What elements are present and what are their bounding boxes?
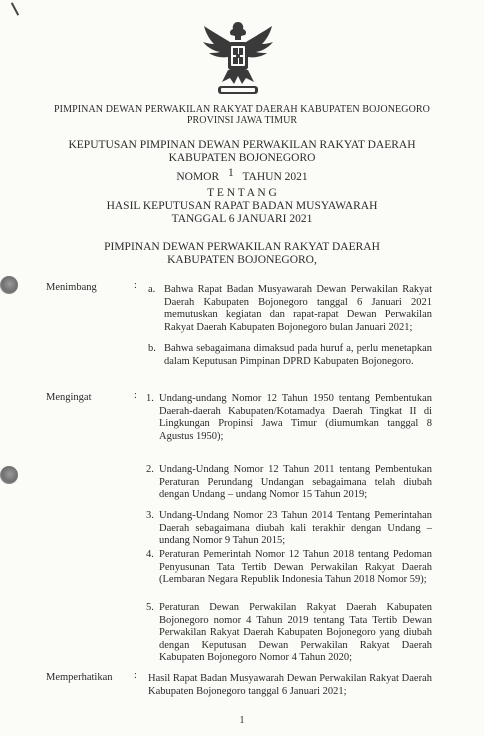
header-line-2: PROVINSI JAWA TIMUR [186, 115, 298, 126]
punch-hole-bottom [0, 466, 18, 484]
item-marker: 1. [146, 393, 154, 404]
nomor-value: 1 [228, 167, 234, 179]
item-text: Peraturan Dewan Perwakilan Rakyat Daerah Kabupaten Bojonegoro nomor 4 Tahun 2019 tentang Tata Tertib Dewan Perwakilan Rakyat Daerah Kabupaten Bojonegoro yang diubah dengan Keputusan Dewan Perwakilan Rakyat Daerah Kabupaten Bojonegoro Nomor 4 Tahun 2020; [159, 602, 432, 664]
item-text: Peraturan Pemerintah Nomor 12 Tahun 2018 tentang Pedoman Penyusunan Tata Tertib Dewan Perwakilan Rakyat Daerah (Lembaran Negara Republik Indonesia Tahun 2018 Nomor 59); [159, 549, 432, 586]
tentang-label: T E N T A N G [207, 187, 277, 199]
item-text: Bahwa sebagaimana dimaksud pada huruf a, perlu menetapkan dalam Keputusan Pimpinan DPRD Kabupaten Bojonegoro. [164, 343, 432, 367]
item-text: Bahwa Rapat Badan Musyawarah Dewan Perwakilan Rakyat Daerah Kabupaten Bojonegoro tanggal 6 Januari 2021 memutuskan kegiatan dan rapat-rapat Dewan Perwakilan Rakyat Daerah Kabupaten Bojonegoro bulan Januari 2021; [164, 284, 432, 333]
tahun-label: TAHUN 2021 [242, 171, 308, 183]
mengingat-colon: : [134, 390, 137, 401]
item-marker: 4. [146, 549, 154, 560]
nomor-label: NOMOR [176, 171, 220, 183]
mengingat-item-2 [146, 464, 432, 516]
menimbang-label: Menimbang [46, 282, 97, 293]
mengingat-item-4 [146, 549, 432, 601]
mengingat-item-3 [146, 510, 432, 550]
item-marker: 5. [146, 602, 154, 613]
mengingat-label: Mengingat [46, 392, 92, 403]
title-line-2: KABUPATEN BOJONEGORO [168, 152, 316, 164]
nomor-line [0, 167, 484, 184]
mengingat-item-5 [146, 602, 432, 664]
memperhatikan-text: Hasil Rapat Badan Musyawarah Dewan Perwakilan Rakyat Daerah Kabupaten Bojonegoro tanggal 6 Januari 2021; [148, 673, 432, 697]
pen-mark [11, 2, 19, 15]
subject-line-1: HASIL KEPUTUSAN RAPAT BADAN MUSYAWARAH [106, 200, 378, 212]
punch-hole-top [0, 276, 18, 294]
menimbang-colon: : [134, 280, 137, 291]
item-marker: 3. [146, 510, 154, 521]
title-line-1: KEPUTUSAN PIMPINAN DEWAN PERWAKILAN RAKYAT DAERAH [68, 139, 416, 151]
memperhatikan-colon: : [134, 670, 137, 681]
menimbang-item-a [148, 284, 432, 348]
item-marker: b. [148, 343, 156, 354]
memperhatikan-label: Memperhatikan [46, 672, 113, 683]
item-text: Undang-Undang Nomor 23 Tahun 2014 Tentang Pemerintahan Daerah sebagaimana diubah kali terakhir dengan Undang – undang Nomor 9 Tahun 2015; [159, 510, 432, 547]
item-marker: a. [148, 284, 156, 295]
item-marker: 2. [146, 464, 154, 475]
mengingat-item-1 [146, 393, 432, 445]
issuer-line-1: PIMPINAN DEWAN PERWAKILAN RAKYAT DAERAH [104, 241, 380, 253]
menimbang-item-b [148, 343, 432, 383]
issuer-line-2: KABUPATEN BOJONEGORO, [167, 254, 317, 266]
subject-line-2: TANGGAL 6 JANUARI 2021 [171, 213, 313, 225]
page-number: 1 [239, 715, 245, 726]
item-text: Undang-undang Nomor 12 Tahun 1950 tentang Pembentukan Daerah-daerah Kabupaten/Kotamadya Daerah Tingkat II di Lingkungan Propinsi Jawa Timur (diumumkan tanggal 8 Agustus 1950); [159, 393, 432, 442]
header-line-1: PIMPINAN DEWAN PERWAKILAN RAKYAT DAERAH KABUPATEN BOJONEGORO [53, 104, 431, 115]
garuda-emblem-icon [200, 18, 276, 100]
item-text: Undang-Undang Nomor 12 Tahun 2011 tentang Pembentukan Peraturan Perundang Undangan sebagaimana telah diubah dengan Undang – undang Nomor 15 Tahun 2019; [159, 464, 432, 501]
memperhatikan-text-block [148, 673, 432, 699]
